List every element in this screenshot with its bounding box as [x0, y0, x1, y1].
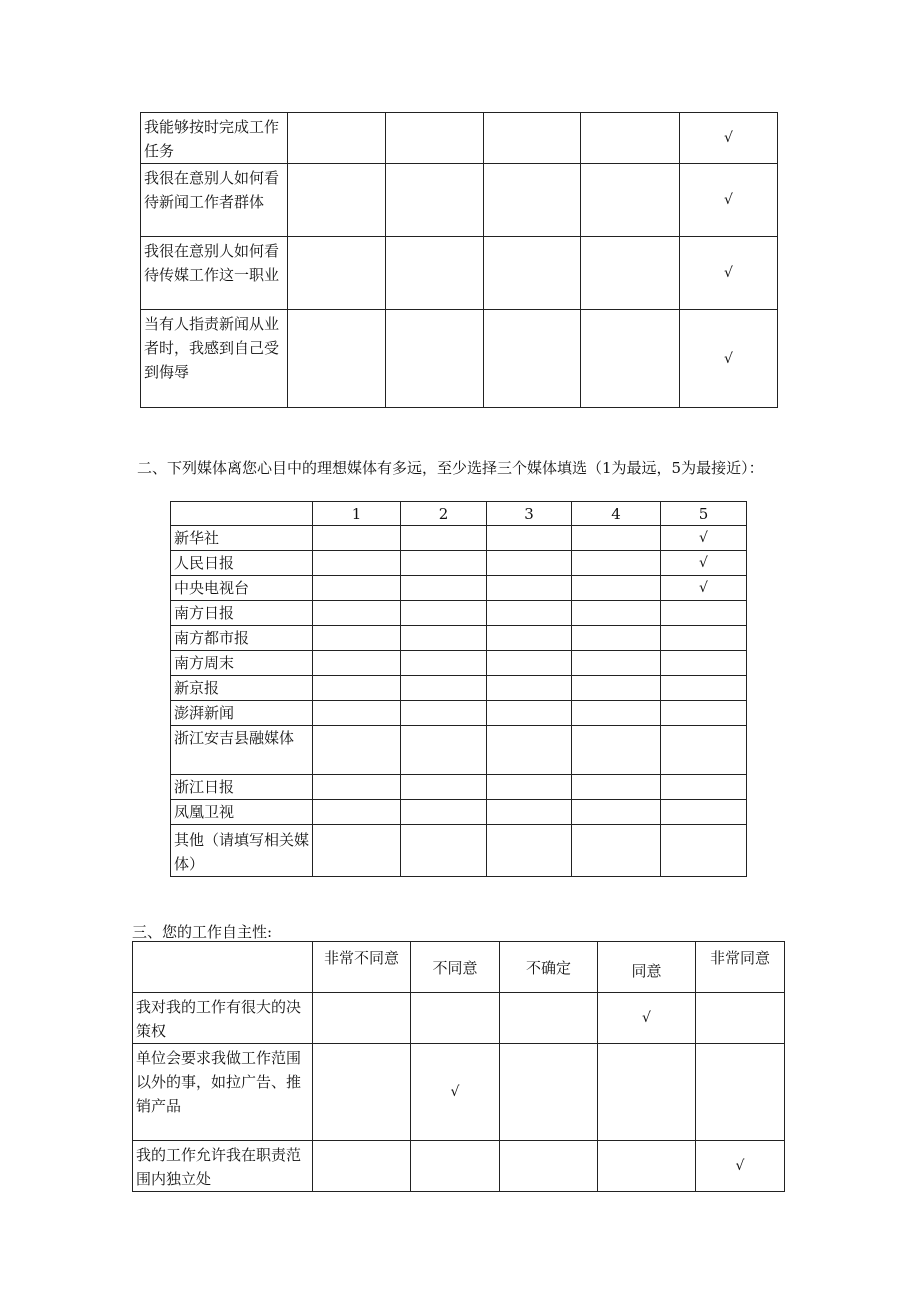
rating-cell[interactable]	[572, 825, 661, 877]
answer-cell[interactable]	[288, 310, 386, 408]
answer-cell[interactable]	[696, 993, 785, 1044]
rating-cell[interactable]	[487, 576, 572, 601]
media-name: 新京报	[171, 676, 313, 701]
rating-cell[interactable]	[572, 626, 661, 651]
media-name: 其他（请填写相关媒体）	[171, 825, 313, 877]
answer-cell[interactable]: √	[411, 1044, 500, 1141]
column-header: 5	[661, 502, 747, 526]
rating-cell[interactable]	[487, 775, 572, 800]
rating-cell[interactable]	[401, 775, 487, 800]
table-row	[141, 113, 778, 164]
rating-cell[interactable]	[313, 726, 401, 775]
answer-cell[interactable]	[484, 310, 581, 408]
rating-cell-5[interactable]: √	[661, 576, 747, 601]
rating-cell-5[interactable]	[661, 651, 747, 676]
rating-cell[interactable]	[313, 651, 401, 676]
column-header: 同意	[598, 942, 696, 993]
rating-cell[interactable]	[572, 676, 661, 701]
table-row	[171, 551, 747, 576]
question-cell: 我很在意别人如何看待传媒工作这一职业	[141, 237, 288, 310]
media-name: 澎湃新闻	[171, 701, 313, 726]
section-3-heading: 三、您的工作自主性:	[132, 923, 273, 941]
rating-cell[interactable]	[401, 825, 487, 877]
answer-cell[interactable]	[598, 1141, 696, 1192]
rating-cell-5[interactable]: √	[661, 551, 747, 576]
table-row	[171, 825, 747, 877]
answer-cell[interactable]	[386, 310, 484, 408]
rating-cell[interactable]	[572, 651, 661, 676]
rating-cell[interactable]	[401, 676, 487, 701]
rating-cell[interactable]	[401, 576, 487, 601]
rating-cell[interactable]	[572, 775, 661, 800]
media-name: 中央电视台	[171, 576, 313, 601]
rating-cell-5[interactable]	[661, 701, 747, 726]
rating-cell[interactable]	[401, 526, 487, 551]
answer-cell[interactable]	[581, 164, 680, 237]
rating-cell[interactable]	[487, 601, 572, 626]
table-row	[171, 576, 747, 601]
column-header: 不确定	[500, 942, 598, 993]
table-row	[171, 701, 747, 726]
rating-cell-5[interactable]	[661, 676, 747, 701]
rating-cell[interactable]	[572, 800, 661, 825]
table-row	[133, 1044, 785, 1141]
media-distance-table	[170, 501, 747, 877]
column-header: 非常同意	[696, 942, 785, 993]
answer-cell[interactable]	[581, 237, 680, 310]
check-mark[interactable]: √	[680, 237, 778, 310]
rating-cell[interactable]	[313, 800, 401, 825]
answer-cell[interactable]	[411, 1141, 500, 1192]
answer-cell[interactable]	[500, 1044, 598, 1141]
rating-cell[interactable]	[401, 651, 487, 676]
check-mark[interactable]: √	[680, 310, 778, 408]
rating-cell[interactable]	[572, 701, 661, 726]
answer-cell[interactable]	[411, 993, 500, 1044]
answer-cell[interactable]	[484, 164, 581, 237]
media-name: 南方日报	[171, 601, 313, 626]
answer-cell[interactable]	[386, 113, 484, 164]
check-mark[interactable]: √	[680, 113, 778, 164]
answer-cell[interactable]	[696, 1044, 785, 1141]
rating-cell[interactable]	[572, 551, 661, 576]
answer-cell[interactable]	[313, 1141, 411, 1192]
column-header: 1	[313, 502, 401, 526]
answer-cell[interactable]	[500, 1141, 598, 1192]
answer-cell[interactable]	[581, 310, 680, 408]
rating-cell[interactable]	[401, 551, 487, 576]
rating-cell-5[interactable]: √	[661, 526, 747, 551]
answer-cell[interactable]	[581, 113, 680, 164]
rating-cell[interactable]	[401, 701, 487, 726]
table-row	[141, 164, 778, 237]
table-row	[171, 626, 747, 651]
rating-cell[interactable]	[487, 651, 572, 676]
table-row	[171, 800, 747, 825]
work-autonomy-table	[132, 941, 785, 1192]
rating-cell[interactable]	[572, 526, 661, 551]
question-cell: 当有人指责新闻从业者时，我感到自己受到侮辱	[141, 310, 288, 408]
rating-cell[interactable]	[487, 726, 572, 775]
rating-cell[interactable]	[401, 626, 487, 651]
answer-cell[interactable]	[288, 164, 386, 237]
rating-cell[interactable]	[487, 626, 572, 651]
header-row	[133, 942, 785, 993]
rating-cell[interactable]	[313, 775, 401, 800]
table-row	[171, 775, 747, 800]
answer-cell[interactable]	[313, 1044, 411, 1141]
rating-cell[interactable]	[313, 576, 401, 601]
table-row	[171, 726, 747, 775]
rating-cell[interactable]	[401, 726, 487, 775]
rating-cell[interactable]	[572, 726, 661, 775]
rating-cell[interactable]	[313, 626, 401, 651]
rating-cell[interactable]	[401, 800, 487, 825]
answer-cell[interactable]	[386, 164, 484, 237]
answer-cell[interactable]	[484, 113, 581, 164]
rating-cell[interactable]	[313, 551, 401, 576]
rating-cell-5[interactable]	[661, 775, 747, 800]
rating-cell[interactable]	[313, 825, 401, 877]
column-header: 不同意	[411, 942, 500, 993]
answer-cell[interactable]: √	[696, 1141, 785, 1192]
rating-cell-5[interactable]	[661, 800, 747, 825]
column-header: 非常不同意	[313, 942, 411, 993]
question-cell: 我很在意别人如何看待新闻工作者群体	[141, 164, 288, 237]
check-mark[interactable]: √	[680, 164, 778, 237]
table-row	[171, 651, 747, 676]
media-name: 浙江日报	[171, 775, 313, 800]
answer-cell[interactable]	[313, 993, 411, 1044]
answer-cell[interactable]	[288, 113, 386, 164]
question-cell: 我的工作允许我在职责范围内独立处	[133, 1141, 313, 1192]
media-name: 凤凰卫视	[171, 800, 313, 825]
rating-cell-5[interactable]	[661, 626, 747, 651]
answer-cell[interactable]	[484, 237, 581, 310]
rating-cell[interactable]	[487, 825, 572, 877]
media-name: 人民日报	[171, 551, 313, 576]
corner-cell	[171, 502, 313, 526]
table-row	[171, 601, 747, 626]
rating-cell[interactable]	[487, 676, 572, 701]
rating-cell[interactable]	[572, 601, 661, 626]
question-cell: 我对我的工作有很大的决策权	[133, 993, 313, 1044]
question-cell: 单位会要求我做工作范围以外的事，如拉广告、推销产品	[133, 1044, 313, 1141]
column-header: 3	[487, 502, 572, 526]
rating-cell-5[interactable]	[661, 726, 747, 775]
rating-cell-5[interactable]	[661, 601, 747, 626]
attitude-table-continued	[140, 112, 778, 408]
rating-cell[interactable]	[401, 601, 487, 626]
rating-cell[interactable]	[487, 800, 572, 825]
corner-cell	[133, 942, 313, 993]
rating-cell[interactable]	[313, 701, 401, 726]
table-row	[171, 526, 747, 551]
table-row	[141, 310, 778, 408]
table-row	[133, 993, 785, 1044]
column-header: 4	[572, 502, 661, 526]
media-name: 浙江安吉县融媒体	[171, 726, 313, 775]
rating-cell[interactable]	[313, 601, 401, 626]
rating-cell[interactable]	[487, 526, 572, 551]
answer-cell[interactable]	[288, 237, 386, 310]
question-cell: 我能够按时完成工作任务	[141, 113, 288, 164]
rating-cell[interactable]	[487, 551, 572, 576]
rating-cell-5[interactable]	[661, 825, 747, 877]
rating-cell[interactable]	[572, 576, 661, 601]
media-name: 南方周末	[171, 651, 313, 676]
column-header: 2	[401, 502, 487, 526]
table-row	[133, 1141, 785, 1192]
table-row	[171, 676, 747, 701]
table-row	[141, 237, 778, 310]
header-row	[171, 502, 747, 526]
rating-cell[interactable]	[487, 701, 572, 726]
answer-cell[interactable]: √	[598, 993, 696, 1044]
rating-cell[interactable]	[313, 676, 401, 701]
media-name: 南方都市报	[171, 626, 313, 651]
answer-cell[interactable]	[598, 1044, 696, 1141]
rating-cell[interactable]	[313, 526, 401, 551]
answer-cell[interactable]	[386, 237, 484, 310]
answer-cell[interactable]	[500, 993, 598, 1044]
section-2-heading: 二、下列媒体离您心目中的理想媒体有多远，至少选择三个媒体填选（1为最远，5为最接近）：	[137, 459, 764, 477]
media-name: 新华社	[171, 526, 313, 551]
